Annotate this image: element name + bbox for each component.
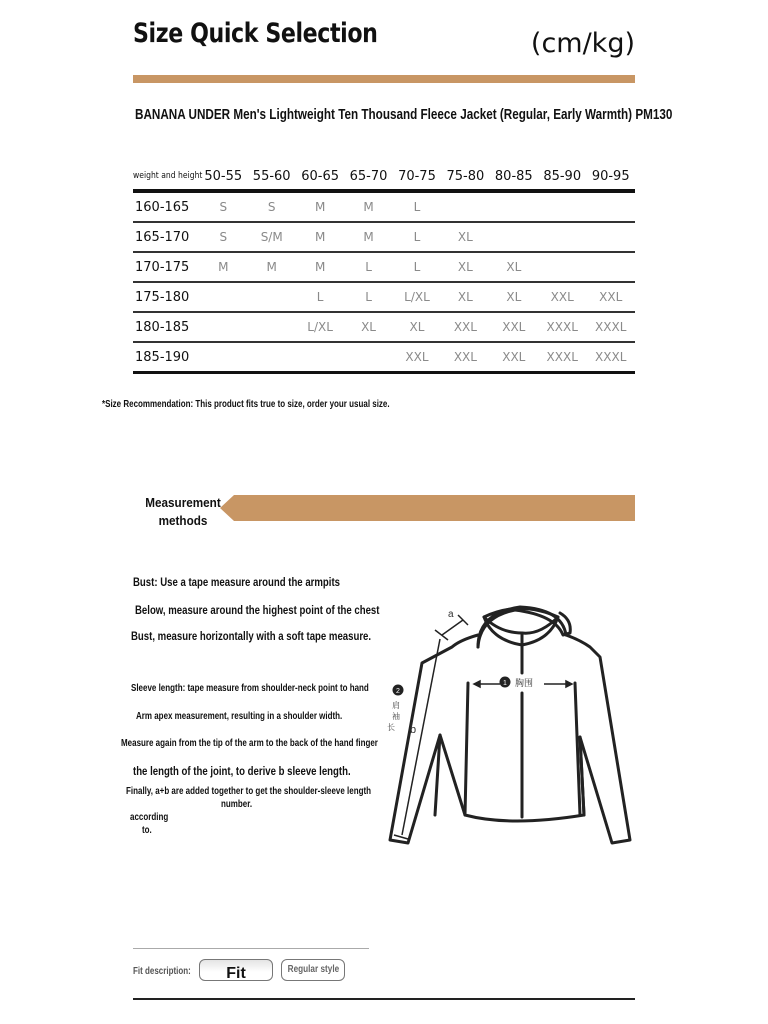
shoulder-sleeve-marker: 2 <box>396 688 400 695</box>
weight-column: 60-65 <box>301 168 339 184</box>
accent-divider <box>133 75 635 83</box>
height-range: 165-170 <box>133 222 199 252</box>
fit-divider <box>133 948 369 949</box>
instruction-line: number. <box>221 799 253 810</box>
unit-label: (cm/kg) <box>530 28 635 59</box>
size-cell: XL <box>441 222 489 252</box>
size-cell: XXXL <box>538 312 586 342</box>
instruction-line: Measure again from the tip of the arm to the back of the hand finger <box>121 738 378 749</box>
size-cell: M <box>296 222 344 252</box>
chest-label: 胸围 <box>515 678 534 688</box>
fit-option-regular-label: Regular style <box>287 964 340 975</box>
instruction-line: the length of the joint, to derive b sleeve length. <box>133 764 351 778</box>
size-cell <box>296 342 344 373</box>
size-cell: L <box>296 282 344 312</box>
shoulder-sleeve-label: 长 <box>387 723 395 732</box>
size-cell <box>247 282 295 312</box>
size-cell <box>199 282 247 312</box>
shoulder-sleeve-label: 袖 <box>392 712 400 721</box>
table-row <box>133 191 635 222</box>
size-cell <box>247 312 295 342</box>
size-cell <box>490 191 538 222</box>
size-cell: XXXL <box>586 312 635 342</box>
size-cell: XL <box>344 312 392 342</box>
weight-column: 65-70 <box>349 168 388 184</box>
size-table-header <box>133 163 635 191</box>
size-cell: XL <box>393 312 441 342</box>
height-range: 160-165 <box>133 191 199 222</box>
size-cell <box>199 312 247 342</box>
size-cell: M <box>296 191 344 222</box>
instruction-line: Bust, measure horizontally with a soft tape measure. <box>131 629 372 643</box>
weight-column: 80-85 <box>494 168 533 184</box>
product-name: BANANA UNDER Men's Lightweight Ten Thousand Fleece Jacket (Regular, Early Warmth) PM130 <box>135 106 673 123</box>
instruction-line: Bust: Use a tape measure around the armpits <box>133 575 340 589</box>
size-cell <box>586 252 635 282</box>
size-cell: XL <box>490 252 538 282</box>
instruction-line: according <box>130 812 169 823</box>
weight-column: 50-55 <box>204 168 243 184</box>
size-cell: S <box>199 191 247 222</box>
size-cell: S <box>247 191 295 222</box>
label-a: a <box>448 609 454 620</box>
size-cell: L/XL <box>296 312 344 342</box>
instruction-line: Arm apex measurement, resulting in a shoulder width. <box>136 711 343 722</box>
fit-description-label: Fit description: <box>133 966 191 977</box>
height-range: 185-190 <box>133 342 199 373</box>
jacket-icon <box>380 595 640 855</box>
measurement-label-line2: methods <box>158 513 208 528</box>
size-cell <box>490 222 538 252</box>
height-range: 180-185 <box>133 312 199 342</box>
weight-column: 90-95 <box>591 168 630 184</box>
height-range: 175-180 <box>133 282 199 312</box>
size-cell: L/XL <box>393 282 441 312</box>
size-cell <box>538 222 586 252</box>
table-row <box>133 222 635 252</box>
fit-option-regular <box>281 959 345 981</box>
size-cell: M <box>199 252 247 282</box>
size-cell: XXXL <box>538 342 586 373</box>
size-cell: L <box>344 252 392 282</box>
weight-column: 75-80 <box>446 168 485 184</box>
size-cell: M <box>344 191 392 222</box>
height-range: 170-175 <box>133 252 199 282</box>
instruction-line: Sleeve length: tape measure from shoulder-neck point to hand <box>131 683 369 694</box>
size-cell: M <box>296 252 344 282</box>
size-cell: XXL <box>441 342 489 373</box>
size-cell <box>586 222 635 252</box>
table-row <box>133 282 635 312</box>
chest-marker: 1 <box>503 680 507 687</box>
weight-column: 85-90 <box>543 168 582 184</box>
size-cell: M <box>344 222 392 252</box>
size-cell: XL <box>441 252 489 282</box>
measurement-banner-bar <box>220 495 635 521</box>
size-cell: M <box>247 252 295 282</box>
size-cell: S/M <box>247 222 295 252</box>
shoulder-sleeve-label: 肩 <box>392 701 400 710</box>
size-cell: XXL <box>538 282 586 312</box>
size-cell: L <box>393 222 441 252</box>
size-cell: XL <box>441 282 489 312</box>
size-cell: XXL <box>393 342 441 373</box>
size-cell: XL <box>490 282 538 312</box>
size-cell: XXXL <box>586 342 635 373</box>
measurement-methods-label <box>142 494 225 530</box>
weight-column: 70-75 <box>398 168 436 184</box>
instruction-line: to. <box>142 825 152 836</box>
size-cell: XXL <box>490 312 538 342</box>
size-cell <box>199 342 247 373</box>
label-b: b <box>410 724 417 736</box>
table-row <box>133 312 635 342</box>
size-cell <box>538 191 586 222</box>
size-cell <box>344 342 392 373</box>
size-cell <box>247 342 295 373</box>
weight-column: 55-60 <box>252 168 291 184</box>
fit-option-selected: Fit <box>199 959 273 981</box>
size-cell: L <box>393 252 441 282</box>
size-cell <box>538 252 586 282</box>
size-cell: S <box>199 222 247 252</box>
corner-label: weight and height <box>133 171 203 181</box>
size-cell: XXL <box>441 312 489 342</box>
size-table <box>133 163 635 374</box>
jacket-measurement-diagram <box>380 595 640 855</box>
table-row <box>133 342 635 373</box>
instruction-line: Below, measure around the highest point of the chest <box>135 603 380 617</box>
bottom-divider <box>133 998 635 1000</box>
size-recommendation-note: *Size Recommendation: This product fits true to size, order your usual size. <box>102 399 390 410</box>
table-row <box>133 252 635 282</box>
page-title: Size Quick Selection <box>133 18 378 49</box>
size-cell: L <box>393 191 441 222</box>
size-cell: XXL <box>586 282 635 312</box>
size-cell: XXL <box>490 342 538 373</box>
instruction-line: Finally, a+b are added together to get the shoulder-sleeve length <box>126 786 372 797</box>
measurement-label-line1: Measurement <box>145 495 221 510</box>
size-cell <box>586 191 635 222</box>
size-cell: L <box>344 282 392 312</box>
size-cell <box>441 191 489 222</box>
